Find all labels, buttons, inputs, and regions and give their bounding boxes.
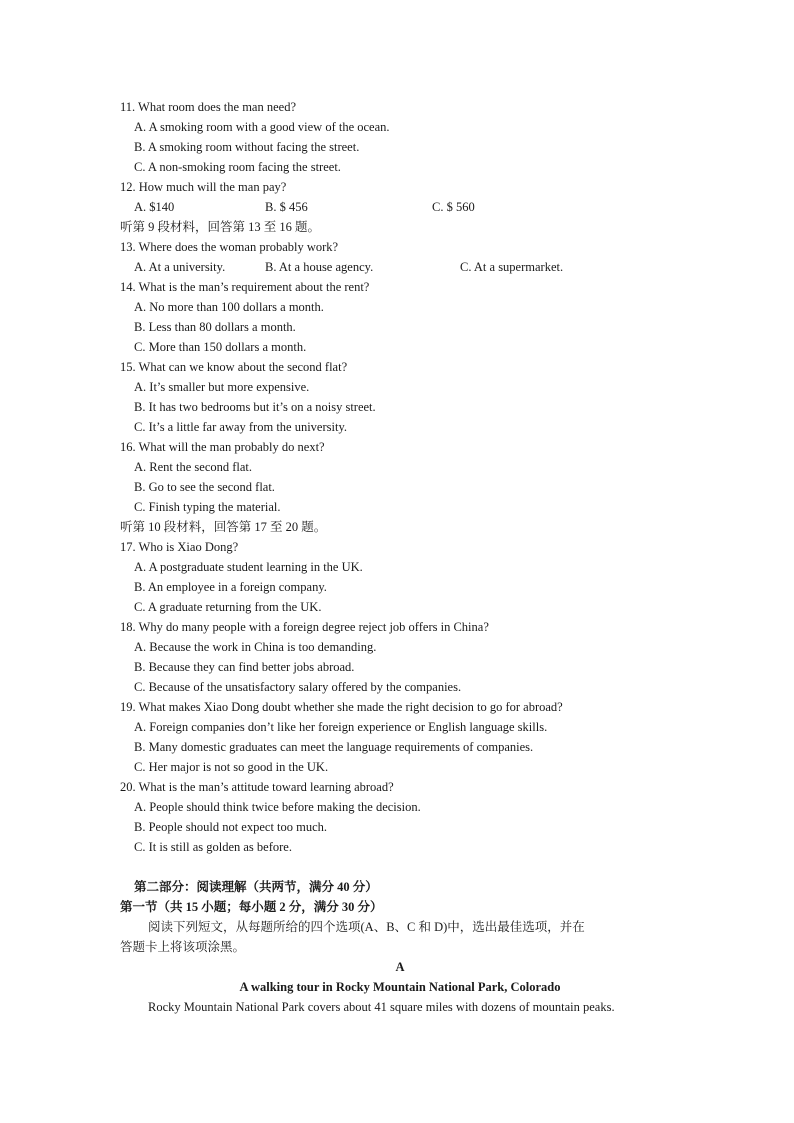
question-stem: 14. What is the man’s requirement about the rent? [120, 280, 370, 294]
instruction-text: 答题卡上将该项涂黑。 [120, 940, 246, 954]
instruction-text: 阅读下列短文，从每题所给的四个选项(A、B、C 和 D)中，选出最佳选项，并在 [148, 920, 585, 934]
section-heading: 第一节（共 15 小题；每小题 2 分，满分 30 分） [120, 900, 383, 914]
answer-option: B. Because they can find better jobs abroad. [134, 660, 355, 674]
answer-option: A. At a university. [134, 260, 226, 274]
answer-option: C. It’s a little far away from the university. [134, 420, 348, 434]
answer-option: C. Because of the unsatisfactory salary offered by the companies. [134, 680, 462, 694]
answer-option: C. At a supermarket. [460, 260, 564, 274]
answer-option: A. A postgraduate student learning in the UK. [134, 560, 363, 574]
exam-page [120, 97, 680, 1017]
question-stem: 11. What room does the man need? [120, 100, 296, 114]
passage-letter: A [395, 960, 405, 974]
question-stem: 17. Who is Xiao Dong? [120, 540, 239, 554]
question-stem: 16. What will the man probably do next? [120, 440, 325, 454]
answer-option: A. $140 [134, 200, 175, 214]
question-stem: 13. Where does the woman probably work? [120, 240, 339, 254]
answer-option: B. A smoking room without facing the street. [134, 140, 360, 154]
answer-option: B. An employee in a foreign company. [134, 580, 327, 594]
spacer [120, 857, 680, 877]
answer-options-row [120, 257, 680, 277]
question-stem: 12. How much will the man pay? [120, 180, 287, 194]
answer-option: A. A smoking room with a good view of the ocean. [134, 120, 390, 134]
part-heading: 第二部分：阅读理解（共两节，满分 40 分） [134, 880, 378, 894]
listening-instruction: 听第 9 段材料，回答第 13 至 16 题。 [120, 220, 321, 234]
answer-option: B. Less than 80 dollars a month. [134, 320, 296, 334]
answer-option: B. At a house agency. [265, 260, 374, 274]
answer-option: A. It’s smaller but more expensive. [134, 380, 310, 394]
answer-option: B. Go to see the second flat. [134, 480, 275, 494]
answer-option: A. No more than 100 dollars a month. [134, 300, 324, 314]
answer-option: B. People should not expect too much. [134, 820, 328, 834]
answer-option: A. Foreign companies don’t like her foreign experience or English language skills. [134, 720, 548, 734]
answer-option: A. Because the work in China is too demanding. [134, 640, 377, 654]
passage-text: Rocky Mountain National Park covers about 41 square miles with dozens of mountain peaks. [148, 1000, 615, 1014]
answer-option: C. A graduate returning from the UK. [134, 600, 322, 614]
answer-option: B. $ 456 [265, 200, 308, 214]
answer-option: A. Rent the second flat. [134, 460, 253, 474]
question-stem: 18. Why do many people with a foreign degree reject job offers in China? [120, 620, 489, 634]
passage-title: A walking tour in Rocky Mountain National Park, Colorado [239, 980, 561, 994]
answer-option: C. More than 150 dollars a month. [134, 340, 307, 354]
answer-option: C. Finish typing the material. [134, 500, 281, 514]
listening-instruction: 听第 10 段材料，回答第 17 至 20 题。 [120, 520, 327, 534]
answer-option: C. It is still as golden as before. [134, 840, 292, 854]
answer-option: C. $ 560 [432, 200, 475, 214]
answer-option: B. It has two bedrooms but it’s on a noisy street. [134, 400, 376, 414]
answer-option: C. Her major is not so good in the UK. [134, 760, 329, 774]
answer-option: C. A non-smoking room facing the street. [134, 160, 341, 174]
answer-option: B. Many domestic graduates can meet the language requirements of companies. [134, 740, 534, 754]
answer-options-row [120, 197, 680, 217]
question-stem: 15. What can we know about the second flat? [120, 360, 348, 374]
answer-option: A. People should think twice before making the decision. [134, 800, 421, 814]
question-stem: 19. What makes Xiao Dong doubt whether she made the right decision to go for abroad? [120, 700, 563, 714]
question-stem: 20. What is the man’s attitude toward learning abroad? [120, 780, 394, 794]
